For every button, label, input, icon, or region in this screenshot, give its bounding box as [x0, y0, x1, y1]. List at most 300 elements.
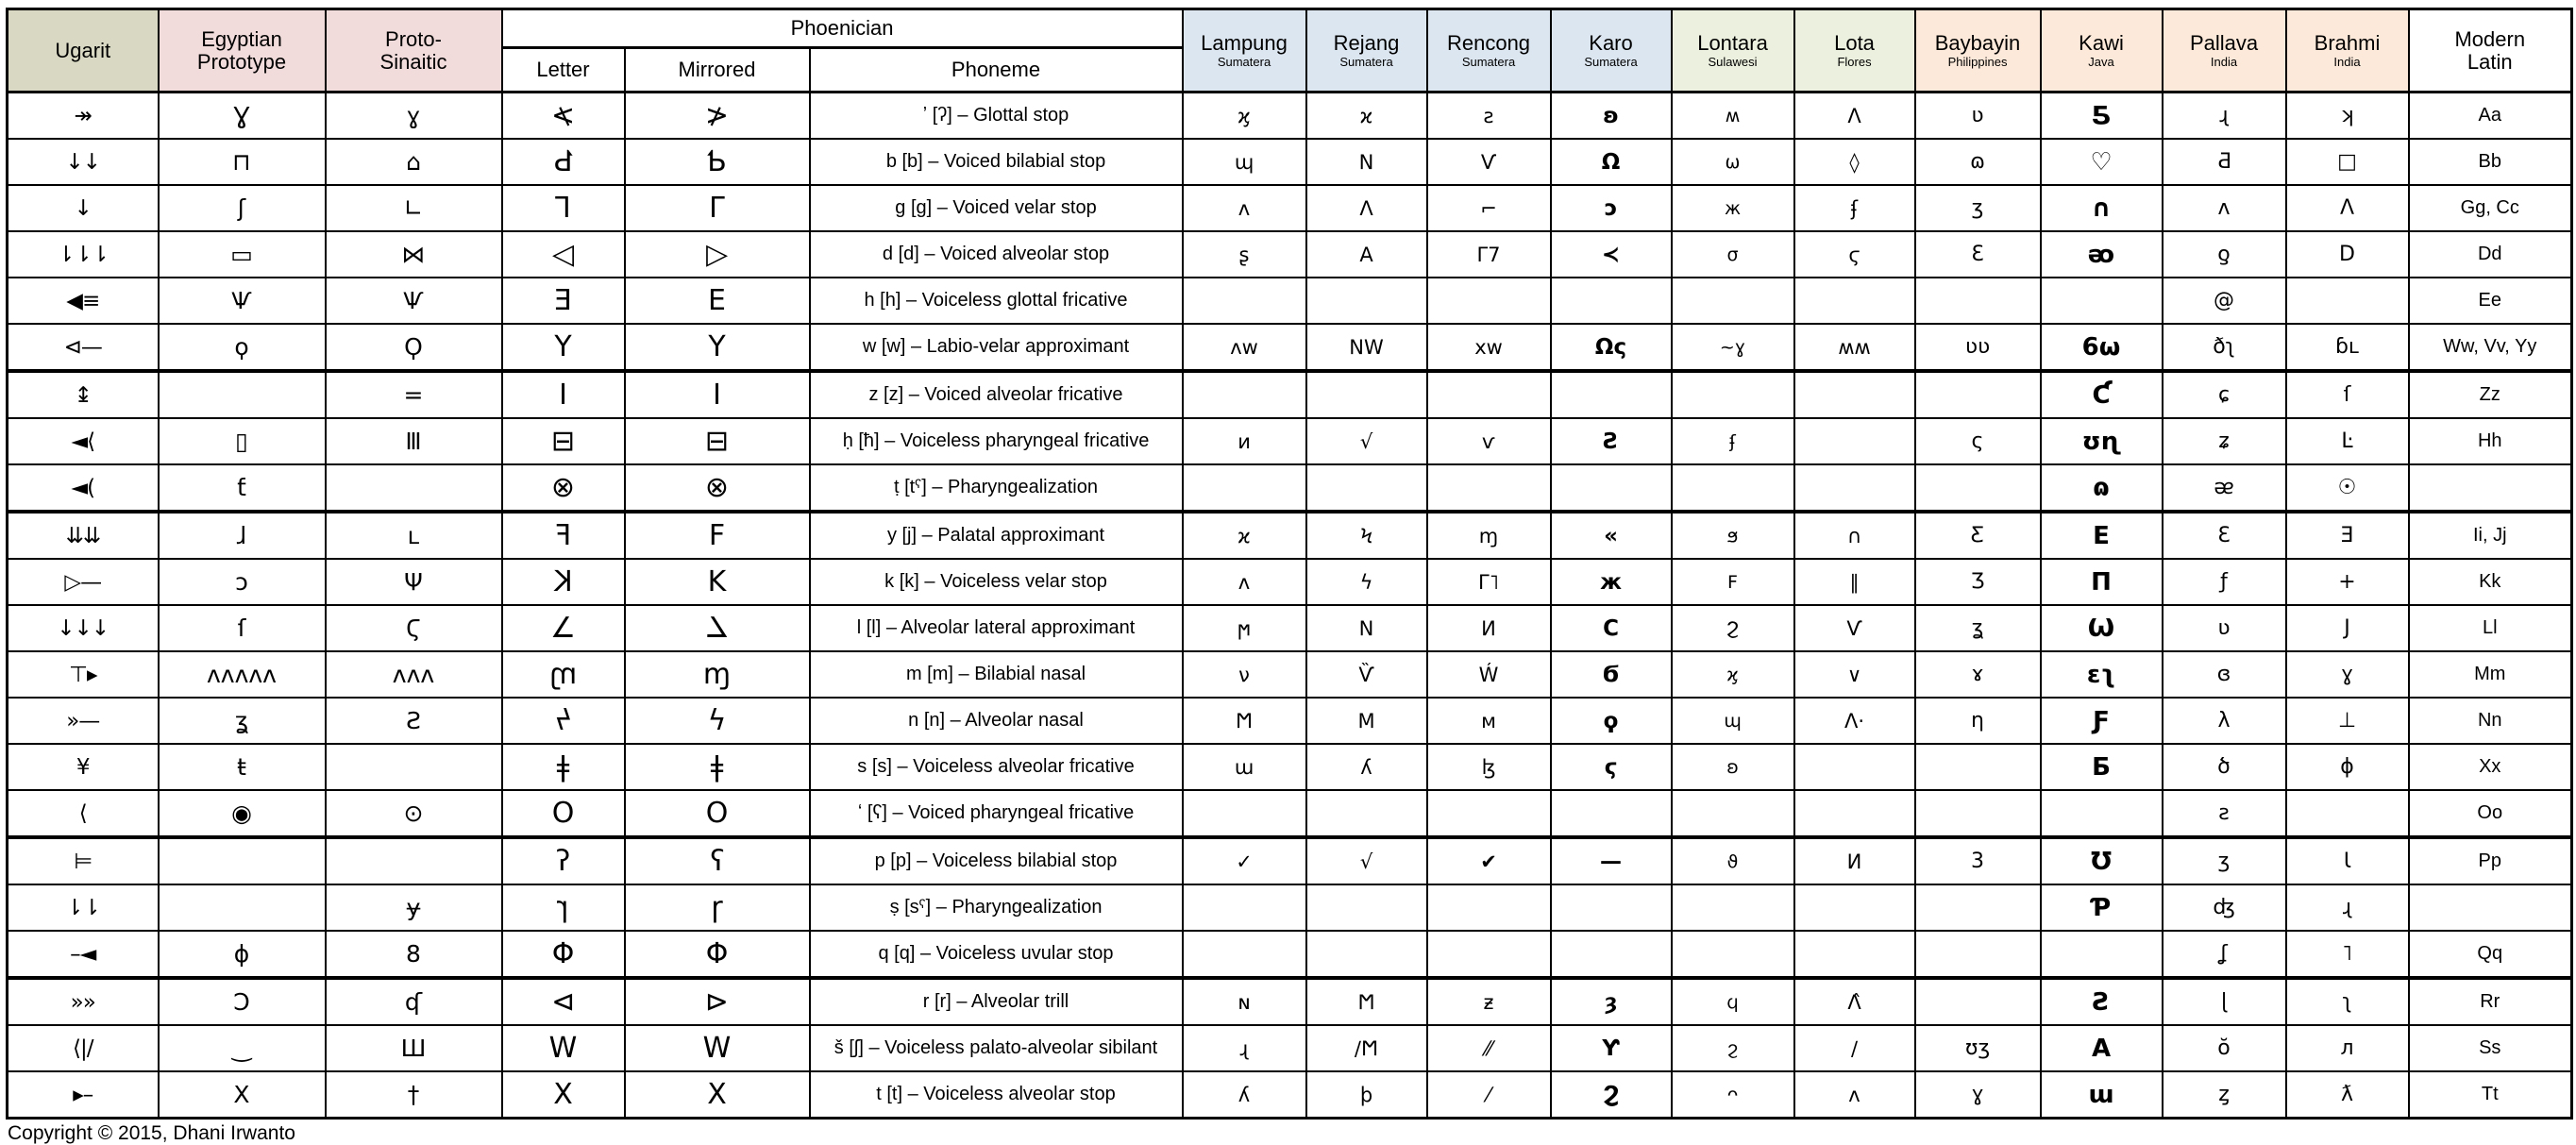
karo-glyph: ϛ: [1551, 744, 1672, 790]
phoneme-label: š [ʃ] – Voiceless palato-alveolar sibilant: [810, 1025, 1183, 1071]
karo-glyph: —: [1551, 837, 1672, 884]
header-modern-latin: [2409, 9, 2572, 93]
glyph: ʔ: [555, 845, 571, 878]
lota-glyph: ʄ: [1794, 185, 1915, 231]
phoenician-mirrored-glyph: [625, 231, 810, 278]
egyptian-glyph: Ɔ: [159, 978, 326, 1025]
glyph: ⊟: [704, 425, 730, 458]
lampung-glyph: ɻ: [1183, 1025, 1306, 1071]
header-lontara-name: Lontara: [1697, 31, 1768, 55]
phoenician-mirrored-glyph: [625, 185, 810, 231]
table-row: [8, 464, 2572, 512]
lota-glyph: ϛ: [1794, 231, 1915, 278]
modern-latin-label: Aa: [2409, 93, 2572, 140]
header-kawi: [2041, 9, 2163, 93]
karo-glyph: «: [1551, 512, 1672, 559]
header-proto-sinaitic: [326, 9, 502, 93]
egyptian-glyph: [159, 371, 326, 418]
pallava-glyph: ɻ: [2163, 93, 2286, 140]
lampung-glyph: ϰ: [1183, 512, 1306, 559]
proto-glyph: Ш: [326, 1025, 502, 1071]
glyph: O: [551, 797, 575, 830]
lampung-glyph: [1183, 464, 1306, 512]
rejang-glyph: [1306, 371, 1427, 418]
brahmi-glyph: ⊥: [2286, 698, 2409, 744]
phoneme-label: s [s] – Voiceless alveolar fricative: [810, 744, 1183, 790]
ugarit-glyph: ▷—: [8, 559, 159, 605]
rejang-glyph: Ϟ: [1306, 512, 1427, 559]
lampung-glyph: ʌ: [1183, 185, 1306, 231]
pallava-glyph: ծ: [2163, 744, 2286, 790]
rencong-glyph: ƶ: [1427, 978, 1551, 1025]
kawi-glyph: Ƽ: [2041, 93, 2163, 140]
lota-glyph: [1794, 790, 1915, 837]
rencong-glyph: Γ7: [1427, 231, 1551, 278]
baybayin-glyph: [1915, 371, 2041, 418]
lontara-glyph: [1672, 464, 1794, 512]
phoenician-letter-glyph: [502, 931, 625, 978]
glyph: I: [713, 379, 721, 412]
lota-glyph: Λ·: [1794, 698, 1915, 744]
table-row: [8, 1025, 2572, 1071]
header-letter-label: Letter: [536, 58, 590, 81]
brahmi-glyph: Ŀ: [2286, 418, 2409, 464]
lontara-glyph: ω: [1672, 139, 1794, 185]
modern-latin-label: Nn: [2409, 698, 2572, 744]
table-body: [8, 93, 2572, 1119]
egyptian-glyph: [159, 837, 326, 884]
header-egyptian-prototype: [159, 9, 326, 93]
karo-glyph: Ϭ: [1551, 651, 1672, 698]
rencong-glyph: Ẃ: [1427, 651, 1551, 698]
ugarit-glyph: ▸–: [8, 1071, 159, 1119]
phoenician-letter-glyph: [502, 559, 625, 605]
ugarit-glyph: ⇂⇂: [8, 884, 159, 931]
ugarit-glyph: ↓↓: [8, 139, 159, 185]
rejang-glyph: [1306, 931, 1427, 978]
phoenician-mirrored-glyph: [625, 884, 810, 931]
ugarit-glyph: ◄⟨: [8, 418, 159, 464]
phoneme-label: l [l] – Alveolar lateral approximant: [810, 605, 1183, 651]
phoenician-mirrored-glyph: [625, 1071, 810, 1119]
kawi-glyph: Ѡ: [2041, 605, 2163, 651]
modern-latin-label: Zz: [2409, 371, 2572, 418]
header-rejang-region: Sumatera: [1339, 55, 1393, 69]
ugarit-glyph: ◀≡: [8, 278, 159, 324]
ugarit-glyph: ⊨: [8, 837, 159, 884]
egyptian-glyph: ‿: [159, 1025, 326, 1071]
lontara-glyph: σ: [1672, 231, 1794, 278]
pallava-glyph: Ƌ: [2163, 139, 2286, 185]
pallava-glyph: ᴂ: [2163, 464, 2286, 512]
lontara-glyph: [1672, 931, 1794, 978]
baybayin-glyph: ɤ: [1915, 651, 2041, 698]
ugarit-glyph: –◄: [8, 931, 159, 978]
header-lontara: [1672, 9, 1794, 93]
table-row: [8, 744, 2572, 790]
brahmi-glyph: ɻ: [2286, 884, 2409, 931]
modern-latin-label: Pp: [2409, 837, 2572, 884]
table-row: [8, 837, 2572, 884]
phoneme-label: m [m] – Bilabial nasal: [810, 651, 1183, 698]
karo-glyph: ʚ: [1551, 93, 1672, 140]
modern-latin-label: [2409, 464, 2572, 512]
kawi-glyph: ᴔ: [2041, 231, 2163, 278]
phoneme-label: w [w] – Labio-velar approximant: [810, 324, 1183, 371]
phoneme-label: n [n] – Alveolar nasal: [810, 698, 1183, 744]
modern-latin-label: Tt: [2409, 1071, 2572, 1119]
pallava-glyph: ȥ: [2163, 1071, 2286, 1119]
lota-glyph: [1794, 371, 1915, 418]
modern-latin-label: Rr: [2409, 978, 2572, 1025]
egyptian-glyph: ʓ: [159, 698, 326, 744]
phoneme-label: ṣ [sˤ] – Pharyngealization: [810, 884, 1183, 931]
glyph: W: [702, 1032, 732, 1065]
karo-glyph: ≺: [1551, 231, 1672, 278]
modern-latin-label: Xx: [2409, 744, 2572, 790]
lota-glyph: [1794, 464, 1915, 512]
phoenician-mirrored-glyph: [625, 651, 810, 698]
header-karo-region: Sumatera: [1584, 55, 1638, 69]
header-phoenician-label: Phoenician: [790, 16, 894, 40]
table-row: [8, 93, 2572, 140]
proto-glyph: ɏ: [326, 884, 502, 931]
proto-glyph: †: [326, 1071, 502, 1119]
table-row: [8, 278, 2572, 324]
rejang-glyph: [1306, 884, 1427, 931]
phoenician-mirrored-glyph: [625, 93, 810, 140]
proto-glyph: ʟ: [326, 512, 502, 559]
header-proto-line2: Sinaitic: [379, 49, 447, 74]
egyptian-glyph: ◉: [159, 790, 326, 837]
brahmi-glyph: ƛ: [2286, 1071, 2409, 1119]
egyptian-glyph: ▯: [159, 418, 326, 464]
proto-glyph: ʌʌʌ: [326, 651, 502, 698]
pallava-glyph: Ɛ: [2163, 512, 2286, 559]
header-ugarit-label: Ugarit: [55, 38, 111, 62]
pallava-glyph: ƨ: [2163, 790, 2286, 837]
karo-glyph: Ƨ: [1551, 418, 1672, 464]
baybayin-glyph: [1915, 278, 2041, 324]
table-row: [8, 185, 2572, 231]
header-ugarit: [8, 9, 159, 93]
pallava-glyph: ʆ: [2163, 931, 2286, 978]
header-rencong-name: Rencong: [1446, 31, 1531, 55]
table-row: [8, 651, 2572, 698]
lontara-glyph: [1672, 884, 1794, 931]
lampung-glyph: [1183, 790, 1306, 837]
lota-glyph: Ѵ: [1794, 605, 1915, 651]
header-pallava: [2163, 9, 2286, 93]
phoneme-label: k [k] – Voiceless velar stop: [810, 559, 1183, 605]
glyph: I: [559, 379, 567, 412]
brahmi-glyph: ɓʟ: [2286, 324, 2409, 371]
pallava-glyph: ʌ: [2163, 185, 2286, 231]
table-row: [8, 790, 2572, 837]
karo-glyph: ϙ: [1551, 698, 1672, 744]
rencong-glyph: ɮ: [1427, 744, 1551, 790]
lampung-glyph: Ϻ: [1183, 698, 1306, 744]
egyptian-glyph: ʌʌʌʌʌ: [159, 651, 326, 698]
modern-latin-label: Hh: [2409, 418, 2572, 464]
kawi-glyph: [2041, 278, 2163, 324]
brahmi-glyph: Ǝ: [2286, 512, 2409, 559]
brahmi-glyph: ᴫ: [2286, 1025, 2409, 1071]
brahmi-glyph: Ј: [2286, 605, 2409, 651]
rejang-glyph: ʎ: [1306, 744, 1427, 790]
glyph: ⊳: [550, 985, 576, 1019]
modern-latin-label: Ss: [2409, 1025, 2572, 1071]
ugarit-glyph: ◄(: [8, 464, 159, 512]
phoenician-letter-glyph: [502, 371, 625, 418]
header-lampung: [1183, 9, 1306, 93]
phoenician-letter-glyph: [502, 837, 625, 884]
kawi-glyph: Ƨ: [2041, 978, 2163, 1025]
table-row: [8, 139, 2572, 185]
brahmi-glyph: ʅ: [2286, 978, 2409, 1025]
modern-latin-label: Ww, Vv, Yy: [2409, 324, 2572, 371]
header-egyptian-line1: Egyptian: [201, 26, 282, 51]
rencong-glyph: ɱ: [1427, 512, 1551, 559]
glyph: ɼ: [711, 891, 723, 924]
rencong-glyph: ✔: [1427, 837, 1551, 884]
pallava-glyph: ðʅ: [2163, 324, 2286, 371]
kawi-glyph: ∩: [2041, 185, 2163, 231]
header-rejang: [1306, 9, 1427, 93]
proto-glyph: ∟: [326, 185, 502, 231]
baybayin-glyph: Ƹ: [1915, 512, 2041, 559]
phoneme-label: t [t] – Voiceless alveolar stop: [810, 1071, 1183, 1119]
phoenician-mirrored-glyph: [625, 512, 810, 559]
lontara-glyph: ϧ: [1672, 512, 1794, 559]
phoenician-letter-glyph: [502, 231, 625, 278]
phoenician-letter-glyph: [502, 978, 625, 1025]
glyph: K: [707, 565, 727, 598]
phoenician-mirrored-glyph: [625, 464, 810, 512]
karo-glyph: [1551, 278, 1672, 324]
table-row: [8, 231, 2572, 278]
phoenician-letter-glyph: [502, 884, 625, 931]
baybayin-glyph: [1915, 790, 2041, 837]
pallava-glyph: ƍ: [2163, 231, 2286, 278]
lota-glyph: ʍʍ: [1794, 324, 1915, 371]
glyph: ɼ: [557, 891, 569, 924]
rejang-glyph: √: [1306, 837, 1427, 884]
modern-latin-label: Qq: [2409, 931, 2572, 978]
phoenician-letter-glyph: [502, 278, 625, 324]
rejang-glyph: Λ: [1306, 185, 1427, 231]
header-phoenician-group: [502, 9, 1183, 48]
table-row: [8, 559, 2572, 605]
phoneme-label: y [j] – Palatal approximant: [810, 512, 1183, 559]
phoenician-letter-glyph: [502, 464, 625, 512]
proto-glyph: ⋈: [326, 231, 502, 278]
phoenician-letter-glyph: [502, 605, 625, 651]
glyph: ǂ: [556, 750, 570, 783]
header-mirrored: [625, 48, 810, 93]
rejang-glyph: ϸ: [1306, 1071, 1427, 1119]
phoenician-mirrored-glyph: [625, 278, 810, 324]
header-kawi-region: Java: [2088, 55, 2114, 69]
glyph: E: [708, 284, 726, 317]
glyph: K: [553, 565, 573, 598]
lampung-glyph: ɴ: [1183, 978, 1306, 1025]
phoenician-letter-glyph: [502, 698, 625, 744]
modern-latin-label: [2409, 884, 2572, 931]
rencong-glyph: ѵ: [1427, 418, 1551, 464]
rencong-glyph: [1427, 464, 1551, 512]
rencong-glyph: ƨ: [1427, 93, 1551, 140]
karo-glyph: [1551, 884, 1672, 931]
karo-glyph: Ϲ: [1551, 605, 1672, 651]
kawi-glyph: Π: [2041, 559, 2163, 605]
glyph: ⊗: [550, 471, 576, 504]
header-phoneme-label: Phoneme: [951, 58, 1041, 81]
ugarit-glyph: ⇊⇊: [8, 512, 159, 559]
phoneme-label: ḥ [ħ] – Voiceless pharyngeal fricative: [810, 418, 1183, 464]
rejang-glyph: ϟ: [1306, 559, 1427, 605]
rencong-glyph: ⌐: [1427, 185, 1551, 231]
lampung-glyph: ʌw: [1183, 324, 1306, 371]
rencong-glyph: [1427, 884, 1551, 931]
glyph: F: [554, 519, 572, 552]
header-latin-line1: Modern: [2454, 26, 2526, 51]
proto-glyph: [326, 837, 502, 884]
header-lampung-name: Lampung: [1201, 31, 1288, 55]
glyph: Y: [708, 330, 726, 363]
egyptian-glyph: ϙ: [159, 324, 326, 371]
rejang-glyph: Ѷ: [1306, 651, 1427, 698]
kawi-glyph: Ε: [2041, 512, 2163, 559]
header-rencong-region: Sumatera: [1461, 55, 1516, 69]
glyph: ʔ: [709, 845, 725, 878]
lampung-glyph: [1183, 371, 1306, 418]
brahmi-glyph: [2286, 278, 2409, 324]
lampung-glyph: [1183, 278, 1306, 324]
baybayin-glyph: [1915, 931, 2041, 978]
proto-glyph: [326, 464, 502, 512]
glyph: Γ: [709, 192, 725, 225]
ugarit-glyph: ↓↓↓: [8, 605, 159, 651]
pallava-glyph: ʒ: [2163, 837, 2286, 884]
phoneme-label: p [p] – Voiceless bilabial stop: [810, 837, 1183, 884]
header-baybayin: [1915, 9, 2041, 93]
egyptian-glyph: ʃ: [159, 185, 326, 231]
egyptian-glyph: Ѱ: [159, 278, 326, 324]
pallava-glyph: ɕ: [2163, 371, 2286, 418]
lontara-glyph: [1672, 371, 1794, 418]
phoneme-label: g [g] – Voiced velar stop: [810, 185, 1183, 231]
baybayin-glyph: ʋʋ: [1915, 324, 2041, 371]
brahmi-glyph: Λ: [2286, 185, 2409, 231]
lota-glyph: [1794, 744, 1915, 790]
table-row: [8, 884, 2572, 931]
rencong-glyph: xw: [1427, 324, 1551, 371]
karo-glyph: [1551, 464, 1672, 512]
baybayin-glyph: ς: [1915, 418, 2041, 464]
baybayin-glyph: [1915, 744, 2041, 790]
glyph: ⊗: [704, 471, 730, 504]
table-row: [8, 931, 2572, 978]
kawi-glyph: Ʊ: [2041, 837, 2163, 884]
phoenician-mirrored-glyph: [625, 418, 810, 464]
phoneme-label: b [b] – Voiced bilabial stop: [810, 139, 1183, 185]
baybayin-glyph: ʓ: [1915, 605, 2041, 651]
lontara-glyph: Ϝ: [1672, 559, 1794, 605]
phoenician-letter-glyph: [502, 1071, 625, 1119]
script-comparison-sheet: [6, 8, 2576, 1145]
rencong-glyph: ⁄: [1427, 1071, 1551, 1119]
brahmi-glyph: ʞ: [2286, 93, 2409, 140]
modern-latin-label: Dd: [2409, 231, 2572, 278]
header-karo: [1551, 9, 1672, 93]
karo-glyph: ж: [1551, 559, 1672, 605]
kawi-glyph: Ƈ: [2041, 371, 2163, 418]
lontara-glyph: ʄ: [1672, 418, 1794, 464]
phoenician-mirrored-glyph: [625, 371, 810, 418]
egyptian-glyph: ϕ: [159, 931, 326, 978]
glyph: Y: [554, 330, 572, 363]
phoneme-label: d [d] – Voiced alveolar stop: [810, 231, 1183, 278]
lontara-glyph: ж: [1672, 185, 1794, 231]
kawi-glyph: ɷ: [2041, 464, 2163, 512]
glyph: X: [553, 1078, 573, 1111]
glyph: ≯: [704, 99, 730, 132]
table-row: [8, 324, 2572, 371]
header-brahmi-region: India: [2333, 55, 2361, 69]
glyph: ◁: [551, 238, 575, 271]
modern-latin-label: Gg, Cc: [2409, 185, 2572, 231]
header-lota-name: Lota: [1834, 31, 1875, 55]
proto-glyph: [326, 744, 502, 790]
modern-latin-label: Mm: [2409, 651, 2572, 698]
ugarit-glyph: ↨: [8, 371, 159, 418]
header-kawi-name: Kawi: [2079, 31, 2124, 55]
lampung-glyph: ɯ: [1183, 744, 1306, 790]
lampung-glyph: ɰ: [1183, 139, 1306, 185]
header-rencong: [1427, 9, 1551, 93]
lontara-glyph: ᴖ: [1672, 1071, 1794, 1119]
lontara-glyph: ʚ: [1672, 744, 1794, 790]
header-lontara-region: Sulawesi: [1708, 55, 1758, 69]
ugarit-glyph: ⊲—: [8, 324, 159, 371]
lota-glyph: [1794, 931, 1915, 978]
egyptian-glyph: [159, 884, 326, 931]
baybayin-glyph: ɣ: [1915, 1071, 2041, 1119]
proto-glyph: Ϙ: [326, 324, 502, 371]
baybayin-glyph: ʊʒ: [1915, 1025, 2041, 1071]
phoenician-letter-glyph: [502, 512, 625, 559]
header-brahmi-name: Brahmi: [2314, 31, 2381, 55]
glyph: ⊟: [550, 425, 576, 458]
lontara-glyph: ~ɣ: [1672, 324, 1794, 371]
kawi-glyph: Ƒ: [2041, 698, 2163, 744]
glyph: F: [708, 519, 726, 552]
header-rejang-name: Rejang: [1333, 31, 1400, 55]
rejang-glyph: Ν: [1306, 139, 1427, 185]
brahmi-glyph: ſ: [2286, 371, 2409, 418]
karo-glyph: Ƴ: [1551, 1025, 1672, 1071]
phoneme-label: ṭ [tˤ] – Pharyngealization: [810, 464, 1183, 512]
table-row: [8, 698, 2572, 744]
lontara-glyph: [1672, 790, 1794, 837]
brahmi-glyph: Ɩ: [2286, 837, 2409, 884]
lota-glyph: Ͷ: [1794, 837, 1915, 884]
lota-glyph: ∨: [1794, 651, 1915, 698]
table-row: [8, 418, 2572, 464]
baybayin-glyph: ʋ: [1915, 93, 2041, 140]
glyph: ≯: [550, 99, 576, 132]
